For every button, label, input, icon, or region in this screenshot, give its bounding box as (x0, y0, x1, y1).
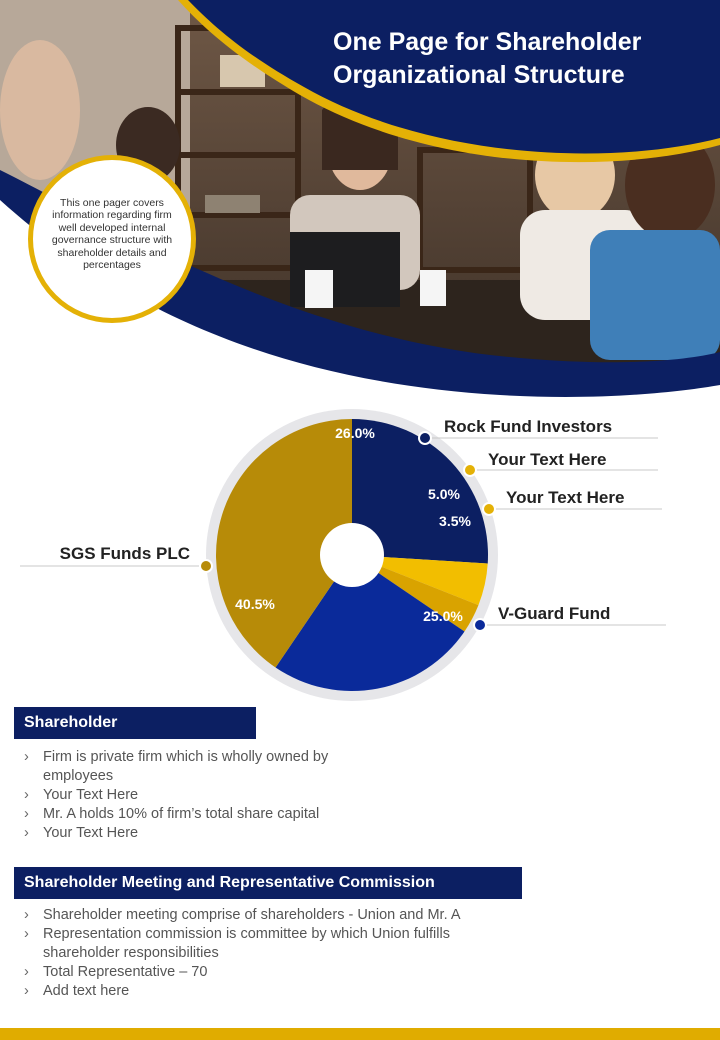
list-item: › Representation commission is committee by which Union fulfills shareholder responsibilities (22, 925, 503, 963)
slice-name-label: Rock Fund Investors (444, 417, 613, 436)
intro-text: This one pager covers information regarding firm well developed internal governance structure with shareholder details and percentages (51, 196, 173, 271)
slice-name-label: Your Text Here (506, 488, 625, 507)
slice-name-label: SGS Funds PLC (59, 544, 190, 563)
list-item: › Shareholder meeting comprise of shareholders - Union and Mr. A (22, 906, 522, 925)
donut-hole (320, 523, 384, 587)
slice-name-label: Your Text Here (488, 450, 607, 469)
list-item: › Total Representative – 70 (22, 963, 522, 982)
slice-value-label: 3.5% (439, 513, 471, 529)
list-item: › Your Text Here (22, 786, 522, 805)
meeting-bullet-list (22, 906, 522, 1001)
page-title: One Page for Shareholder Organizational Structure (333, 28, 642, 89)
header-banner (0, 0, 720, 400)
slice-value-label: 25.0% (423, 608, 463, 624)
slice-value-label: 26.0% (335, 425, 375, 441)
meeting-heading: Shareholder Meeting and Representative Commission (14, 867, 522, 899)
slice-value-label: 40.5% (235, 596, 275, 612)
shareholder-heading: Shareholder (14, 707, 256, 739)
list-item: › Add text here (22, 982, 522, 1001)
chart-svg (0, 400, 720, 705)
label-dot (465, 465, 475, 475)
shareholder-bullet-list (22, 748, 522, 843)
label-dot (420, 433, 430, 443)
slice-name-label: V-Guard Fund (498, 604, 611, 623)
label-dot (475, 620, 485, 630)
intro-circle (28, 155, 196, 323)
label-dot (201, 561, 211, 571)
shareholder-donut-chart (0, 400, 720, 705)
label-dot (484, 504, 494, 514)
footer-bar (0, 1028, 720, 1040)
list-item: › Your Text Here (22, 824, 522, 843)
slice-value-label: 5.0% (428, 486, 460, 502)
list-item: › Mr. A holds 10% of firm’s total share capital (22, 805, 522, 824)
list-item: › Firm is private firm which is wholly owned by employees (22, 748, 343, 786)
